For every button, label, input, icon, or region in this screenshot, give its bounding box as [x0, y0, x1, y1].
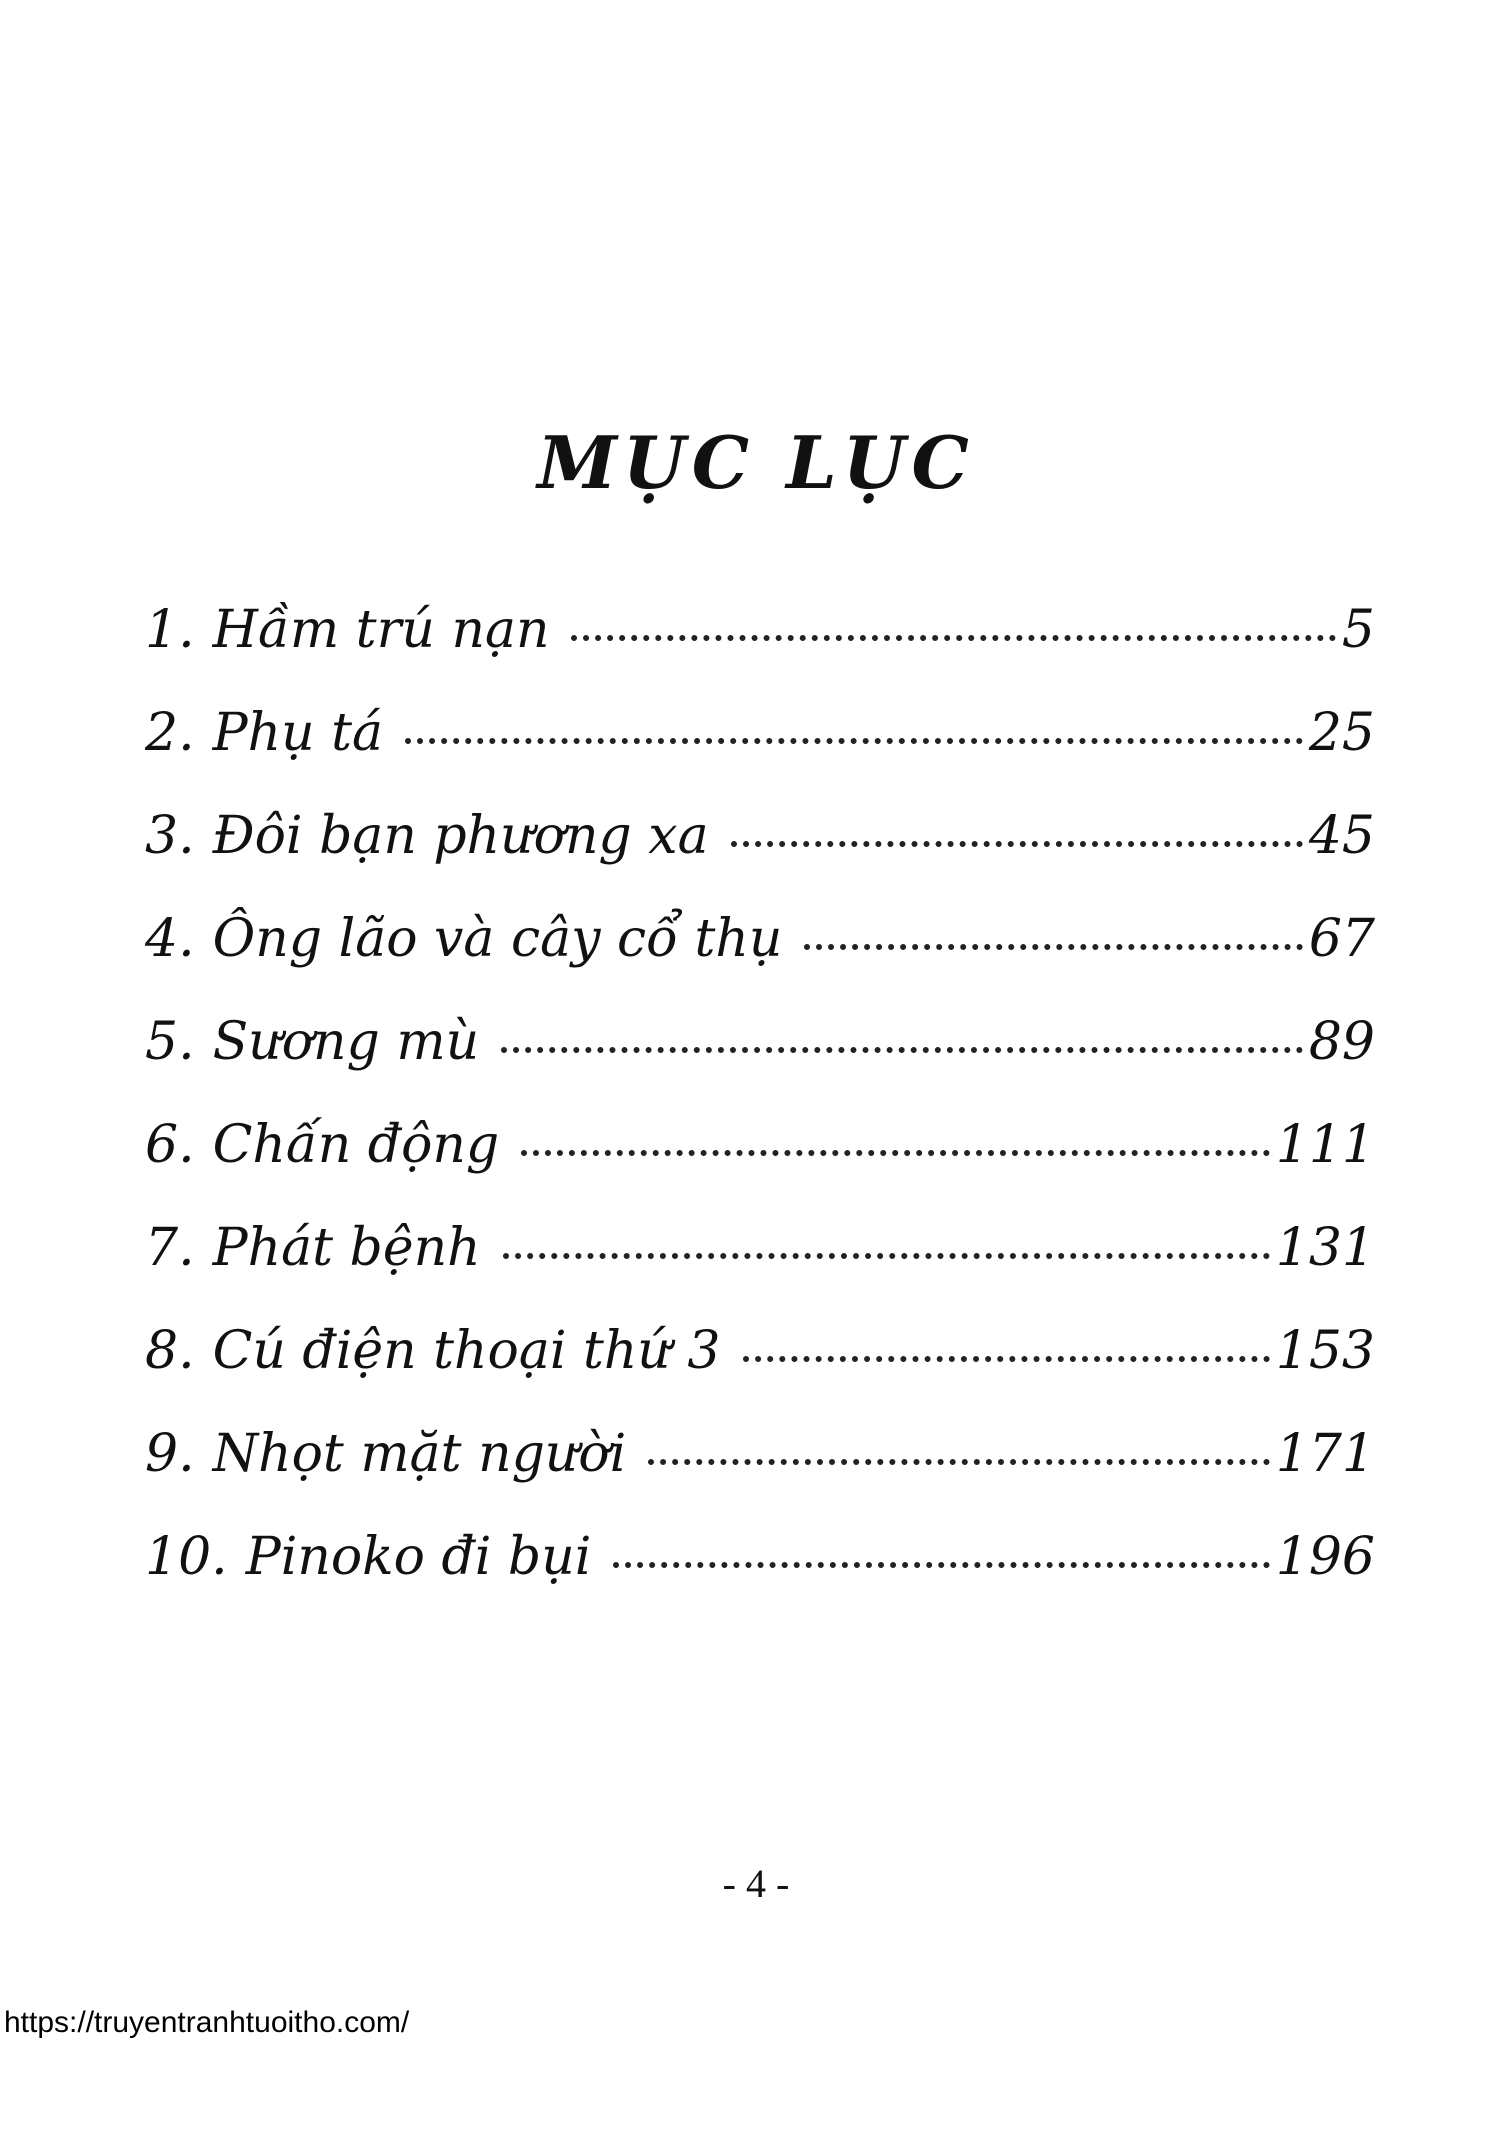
- toc-entry: [145, 1218, 1375, 1321]
- dot-leader: [503, 1253, 1270, 1259]
- toc-entry-number: 8.: [145, 1321, 195, 1381]
- toc-entry: [145, 1012, 1375, 1115]
- toc-entry-number: 6.: [145, 1115, 195, 1175]
- toc-entry-title: Pinoko đi bụi: [245, 1527, 592, 1587]
- dot-leader: [571, 635, 1335, 641]
- source-url: https://truyentranhtuoitho.com/: [4, 2006, 410, 2039]
- toc-entry-title: Nhọt mặt người: [212, 1424, 627, 1484]
- toc-entry-number: 5.: [145, 1012, 195, 1072]
- dot-leader: [804, 944, 1303, 950]
- dot-leader: [731, 841, 1303, 847]
- toc-entry: [145, 909, 1375, 1012]
- toc-entry: [145, 703, 1375, 806]
- dot-leader: [613, 1562, 1269, 1568]
- toc-entry: [145, 806, 1375, 909]
- page-title: MỤC LỤC: [537, 420, 975, 505]
- toc-entry: [145, 1424, 1375, 1527]
- toc-entry-page: 67: [1308, 909, 1375, 969]
- toc-entry-number: 7.: [145, 1218, 195, 1278]
- toc-entry-page: 45: [1308, 806, 1375, 866]
- toc-entry-number: 3.: [145, 806, 195, 866]
- toc-entry-title: Phát bệnh: [212, 1218, 481, 1278]
- dot-leader: [743, 1356, 1270, 1362]
- toc-entry-number: 10.: [145, 1527, 228, 1587]
- toc-entry-title: Phụ tá: [212, 703, 384, 763]
- toc-entry: [145, 600, 1375, 703]
- toc-entry-title: Cú điện thoại thứ 3: [212, 1321, 721, 1381]
- toc-entry-page: 131: [1275, 1218, 1375, 1278]
- toc-entry-page: 171: [1275, 1424, 1375, 1484]
- toc-entry-page: 111: [1275, 1115, 1375, 1175]
- toc-entry-page: 153: [1275, 1321, 1375, 1381]
- toc-entry-page: 25: [1308, 703, 1375, 763]
- page-number: - 4 -: [722, 1861, 790, 1906]
- dot-leader: [501, 1047, 1303, 1053]
- toc-entry-number: 9.: [145, 1424, 195, 1484]
- toc-entry-page: 5: [1341, 600, 1375, 660]
- toc-entry: [145, 1527, 1375, 1630]
- toc-entry-page: 89: [1308, 1012, 1375, 1072]
- toc-entry: [145, 1321, 1375, 1424]
- toc-entry: [145, 1115, 1375, 1218]
- toc-entry-title: Hầm trú nạn: [212, 600, 550, 660]
- dot-leader: [648, 1459, 1269, 1465]
- toc-entry-title: Ông lão và cây cổ thụ: [212, 909, 783, 969]
- toc-entry-title: Chấn động: [212, 1115, 500, 1175]
- toc-entry-number: 4.: [145, 909, 195, 969]
- dot-leader: [405, 738, 1303, 744]
- dot-leader: [521, 1150, 1270, 1156]
- toc-entry-title: Đôi bạn phương xa: [212, 806, 709, 866]
- table-of-contents: [145, 600, 1375, 1630]
- toc-entry-title: Sương mù: [212, 1012, 480, 1072]
- toc-entry-page: 196: [1275, 1527, 1375, 1587]
- toc-entry-number: 2.: [145, 703, 195, 763]
- toc-entry-number: 1.: [145, 600, 195, 660]
